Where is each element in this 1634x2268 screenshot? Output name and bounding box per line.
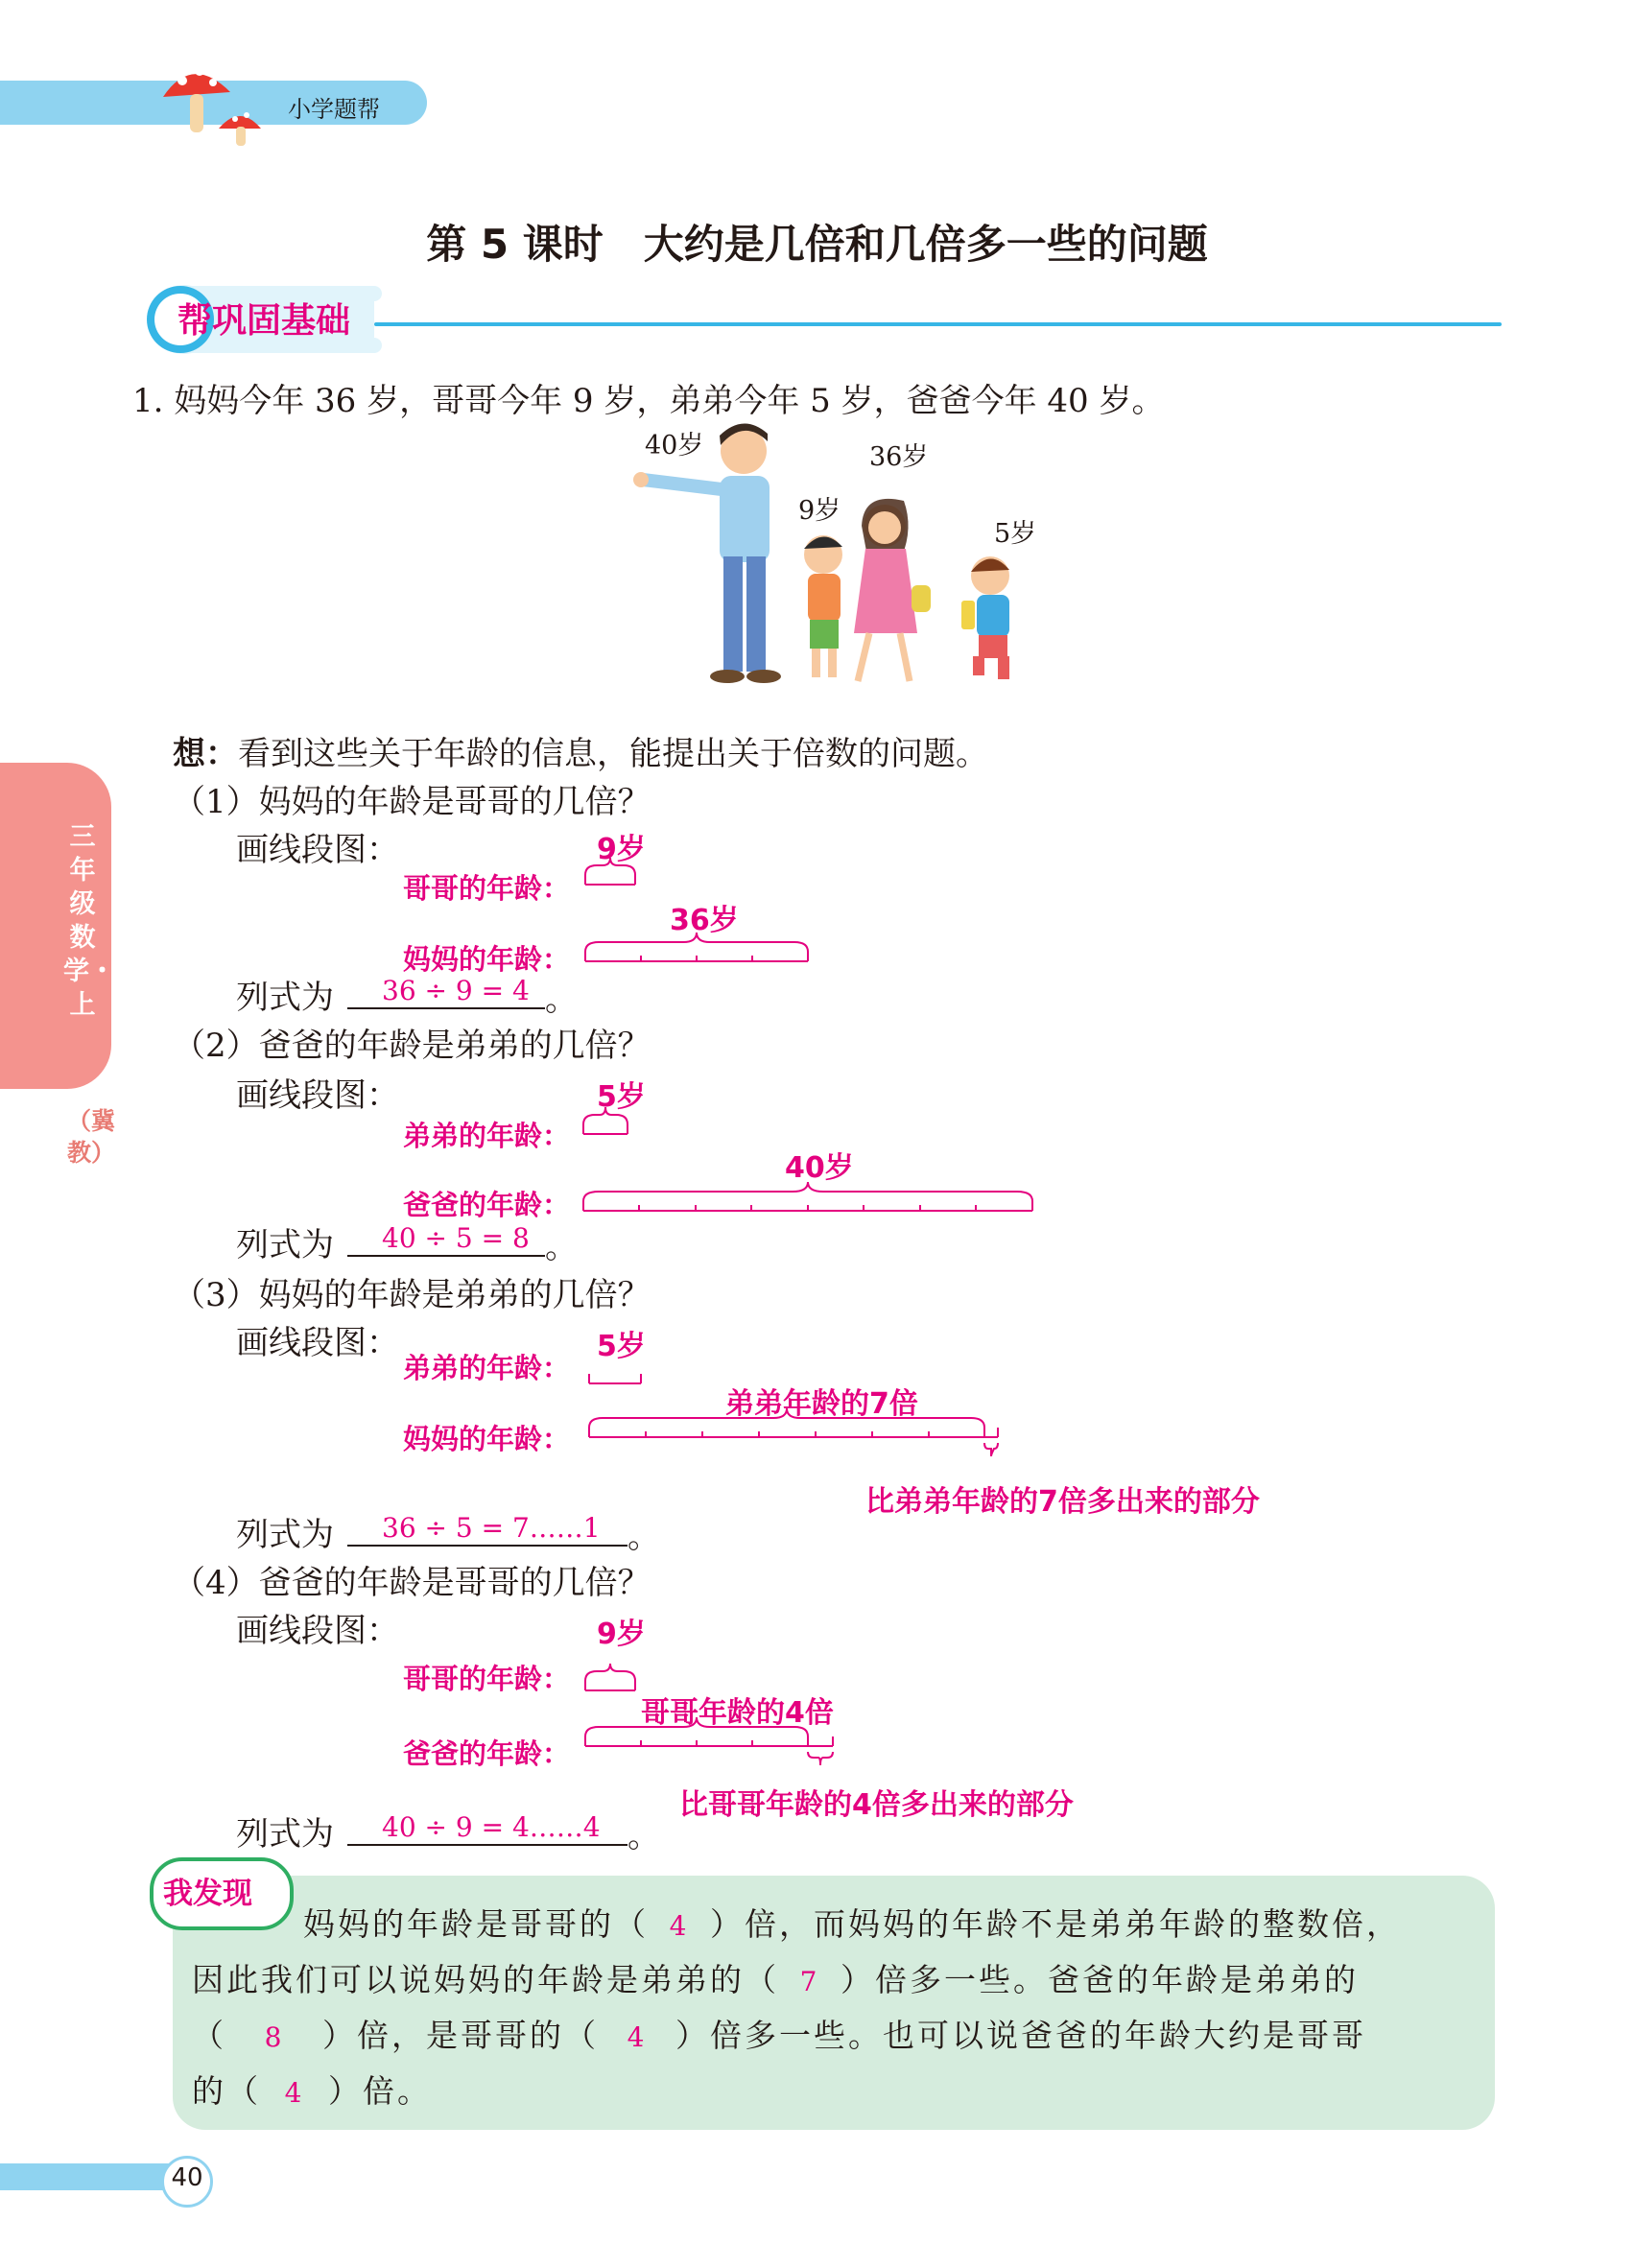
discover-blank-1: 4 xyxy=(669,1910,690,1942)
discover-text: ）倍多一些。爸爸的年龄是弟弟的 xyxy=(841,1961,1359,1998)
part2-value1: 5岁 xyxy=(597,1080,646,1114)
discover-blank-3: 8 xyxy=(264,2021,285,2053)
part3-formula-label: 列式为 xyxy=(236,1516,334,1554)
discover-text: ）倍，而妈妈的年龄不是弟弟年龄的整数倍， xyxy=(710,1905,1401,1943)
think-line xyxy=(173,727,988,774)
part4-draw-label: 画线段图： xyxy=(236,1612,399,1650)
brand-name: 小学题帮 xyxy=(288,96,380,123)
part1-formula-label: 列式为 xyxy=(236,979,334,1017)
age-label-mom: 36岁 xyxy=(869,442,929,472)
section-divider xyxy=(374,322,1502,326)
part2-draw-label: 画线段图： xyxy=(236,1076,399,1115)
page-number: 40 xyxy=(171,2163,203,2192)
part3-value1: 5岁 xyxy=(597,1330,646,1363)
discover-blank-5: 4 xyxy=(284,2077,305,2109)
discover-blank-2: 7 xyxy=(799,1966,820,1997)
part1-draw-label: 画线段图： xyxy=(236,831,399,869)
part4-value2: 哥哥年龄的4倍 xyxy=(641,1696,834,1730)
part3-answer-blank xyxy=(347,1512,628,1547)
part3-value2: 弟弟年龄的7倍 xyxy=(725,1387,918,1421)
part3-label2: 妈妈的年龄： xyxy=(403,1423,571,1455)
part3-label1: 弟弟的年龄： xyxy=(403,1352,571,1384)
part2-answer-blank xyxy=(347,1222,545,1257)
part3-draw-label: 画线段图： xyxy=(236,1324,399,1362)
lesson-title: 第 5 课时 大约是几倍和几倍多一些的问题 xyxy=(426,221,1208,268)
age-label-little-brother: 5岁 xyxy=(994,519,1037,549)
part3-answer: 36 ÷ 5 = 7……1 xyxy=(382,1512,601,1544)
part3-question: （3）妈妈的年龄是弟弟的几倍？ xyxy=(173,1276,651,1314)
part1-answer: 36 ÷ 9 = 4 xyxy=(382,975,530,1006)
part4-value1: 9岁 xyxy=(597,1618,646,1651)
discover-line-2 xyxy=(192,1955,1359,2000)
part1-value1: 9岁 xyxy=(597,833,646,866)
think-text: 看到这些关于年龄的信息，能提出关于倍数的问题。 xyxy=(238,735,988,773)
part2-period: 。 xyxy=(545,1228,578,1266)
discover-badge-label: 我发现 xyxy=(163,1877,252,1911)
mushroom-logo-icon xyxy=(154,54,288,150)
discover-text: 妈妈的年龄是哥哥的（ xyxy=(303,1905,649,1943)
part1-label2: 妈妈的年龄： xyxy=(403,943,571,976)
side-edition-label: （冀教） xyxy=(67,1107,116,1167)
part4-answer-blank xyxy=(347,1811,628,1846)
discover-text: ）倍。 xyxy=(328,2072,432,2110)
part2-value2: 40岁 xyxy=(785,1151,854,1185)
part1-label1: 哥哥的年龄： xyxy=(403,872,571,905)
part4-segment-diagram xyxy=(576,1631,864,1784)
question-stem: 1. 妈妈今年 36 岁，哥哥今年 9 岁，弟弟今年 5 岁，爸爸今年 40 岁。 xyxy=(132,382,1165,420)
part1-period: 。 xyxy=(545,980,578,1019)
discover-text: 因此我们可以说妈妈的年龄是弟弟的（ xyxy=(192,1961,779,1998)
discover-text: ）倍多一些。也可以说爸爸的年龄大约是哥哥 xyxy=(675,2017,1366,2054)
part1-segment-diagram xyxy=(576,844,825,979)
side-grade-label: 三年级数学・上 xyxy=(63,822,115,1020)
part3-segment-diagram xyxy=(576,1343,1017,1477)
part4-question: （4）爸爸的年龄是哥哥的几倍？ xyxy=(173,1564,651,1602)
part4-label1: 哥哥的年龄： xyxy=(403,1663,571,1695)
discover-line-3 xyxy=(192,2011,1366,2056)
part4-period: 。 xyxy=(628,1817,660,1855)
discover-text: （ xyxy=(192,2017,226,2054)
discover-blank-4: 4 xyxy=(627,2021,648,2053)
part2-label1: 弟弟的年龄： xyxy=(403,1120,571,1152)
part2-label2: 爸爸的年龄： xyxy=(403,1189,571,1221)
part4-formula-label: 列式为 xyxy=(236,1815,334,1854)
part3-extra: 比弟弟年龄的7倍多出来的部分 xyxy=(865,1485,1260,1519)
part2-answer: 40 ÷ 5 = 8 xyxy=(382,1222,530,1254)
part1-question: （1）妈妈的年龄是哥哥的几倍？ xyxy=(173,783,651,821)
discover-text: 的（ xyxy=(192,2072,261,2110)
section-title: 帮巩固基础 xyxy=(178,301,351,341)
part2-question: （2）爸爸的年龄是弟弟的几倍？ xyxy=(173,1027,651,1065)
footer-band xyxy=(0,2163,178,2190)
age-label-dad: 40岁 xyxy=(645,431,704,461)
think-label: 想： xyxy=(173,735,238,773)
age-label-brother: 9岁 xyxy=(798,496,841,526)
part4-extra: 比哥哥年龄的4倍多出来的部分 xyxy=(679,1788,1074,1822)
part1-answer-blank xyxy=(347,975,545,1009)
part4-answer: 40 ÷ 9 = 4……4 xyxy=(382,1811,601,1843)
discover-text: ）倍，是哥哥的（ xyxy=(322,2017,599,2054)
discover-line-4 xyxy=(192,2067,432,2112)
part2-segment-diagram xyxy=(576,1094,1046,1228)
part4-label2: 爸爸的年龄： xyxy=(403,1737,571,1770)
part2-formula-label: 列式为 xyxy=(236,1226,334,1264)
discover-line-1 xyxy=(303,1900,1401,1945)
part1-value2: 36岁 xyxy=(670,904,739,937)
part3-period: 。 xyxy=(628,1518,660,1556)
